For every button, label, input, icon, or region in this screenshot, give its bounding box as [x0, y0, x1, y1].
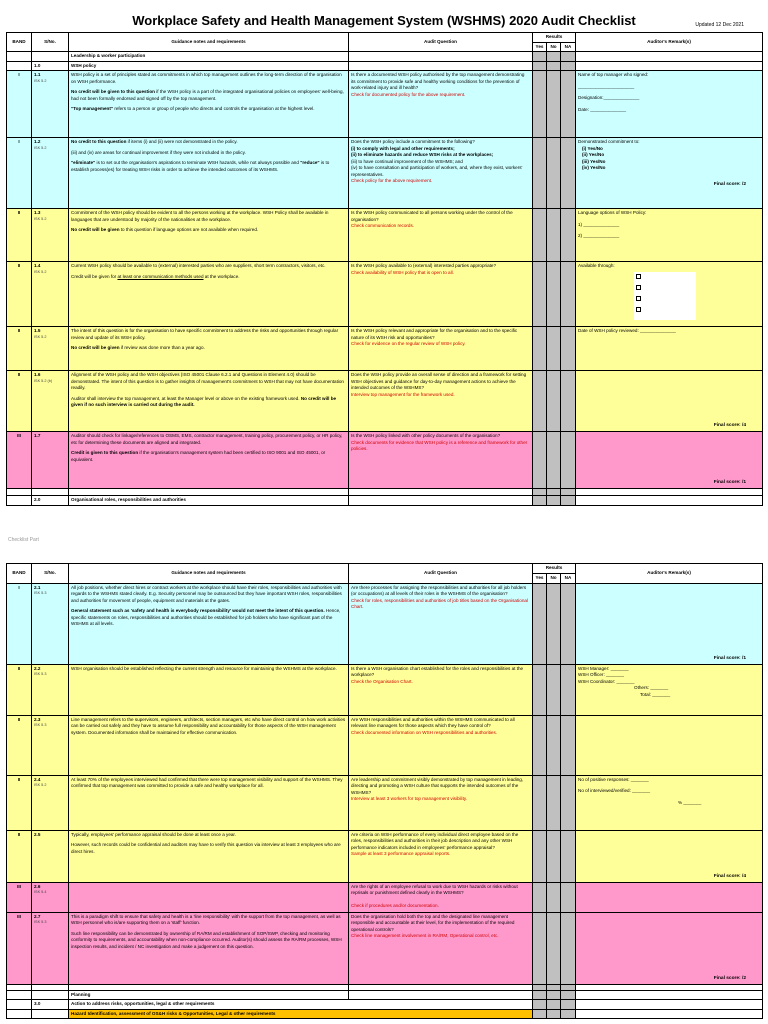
final-score: Final score: /2 — [713, 975, 746, 981]
audit-question-cell: Are WSH responsibilities and authorities within the WSHMS communicated to all relevant line managers for those aspects which they have control of? Check documented information on WSH responsibilities and authorities. — [349, 715, 533, 775]
col-guidance: Guidance notes and requirements — [69, 564, 349, 584]
guidance-cell: All job positions, whether direct hires or contract workers at the workplace should have their roles, responsibilities and authorities with regards to the WSHMS stated clearly. E.g. Security personnel may be outsourced but they have important WSH roles, responsibilities and authorities for movement of people, equipment and materials at the gates. General statement such as 'safety and health is everybody responsibility' would not meet the intent of this question. Hence, specific statements on roles, responsibilities and authorities should be established for job holders who have significant part of the WSHMS at all levels. — [69, 583, 349, 664]
band-cell: II — [7, 775, 32, 830]
audit-question-cell: Are the rights of an employee refusal to work due to WSH hazards or risks without reprisals or punishment defined clearly in the WSHMS? Check if procedures and/or documentation. — [349, 882, 533, 912]
audit-question-cell: Does the WSH policy include a commitment to the following? (i) to comply with legal and other requirements; (ii) to eliminate hazards and reduce WSH risks at the workplaces; (iii) to have continual improvement of the WSHMS; and (iv) to have consultation and participation of workers, and, where they exist, workers' representatives. Check policy for the above requirement. — [349, 138, 533, 209]
band-cell: I — [7, 583, 32, 664]
col-remarks: Auditor's Remark(s) — [576, 564, 763, 584]
band-cell: III — [7, 912, 32, 984]
result-na[interactable] — [561, 327, 576, 371]
audit-question-cell: Are there processes for assigning the responsibilities and authorities for all job holders (or occupations) at all levels of their roles in the WSHMS of the organisation? Check for roles, responsibilities and authorities of job titles based on the Organisational Chart. — [349, 583, 533, 664]
table-row — [7, 583, 763, 664]
result-na[interactable] — [561, 664, 576, 715]
result-na[interactable] — [561, 371, 576, 432]
col-guidance: Guidance notes and requirements — [69, 33, 349, 52]
remarks-cell[interactable] — [576, 882, 763, 912]
guidance-cell — [69, 882, 349, 912]
result-yes[interactable] — [533, 583, 547, 664]
table-row — [7, 882, 763, 912]
guidance-cell: Typically, employees' performance appraisal should be done at least once a year. However, such records could be confidential and auditors may have to verify this question via interview at least 3 employees who are direct hires. — [69, 830, 349, 882]
band-cell: III — [7, 882, 32, 912]
table-row — [7, 371, 763, 432]
sno-cell: 1.4 ISK 5.2 — [32, 262, 69, 327]
section-num: 2.0 — [32, 496, 69, 506]
col-remarks: Auditor's Remark(s) — [576, 33, 763, 52]
remarks-cell[interactable] — [576, 432, 763, 489]
section-title: Planning — [69, 990, 349, 1000]
result-yes[interactable] — [533, 775, 547, 830]
guidance-cell: Commitment of the WSH policy should be evident to all the persons working at the workplace. WSH Policy shall be available in languages that are understood by majority of the nationalities at the workplace. No credit will be given to this question if language options are not available when required. — [69, 209, 349, 262]
remarks-cell[interactable]: Demonstrated commitment to: (i) Yes/No (ii) Yes/No (iii) Yes/No (iv) Yes/No Final score: /2 — [576, 138, 763, 209]
guidance-cell: Current WSH policy should be available to (external) interested parties who are suppliers, short term contractors, visitors, etc. Credit will be given for at least one communication methods used at the workplace. — [69, 262, 349, 327]
band-cell: II — [7, 715, 32, 775]
final-score: Final score: /1 — [713, 655, 746, 661]
col-band: BAND — [7, 564, 32, 584]
audit-question-cell: Is the WSH policy communicated to all persons working under the control of the organisation? Check communication records. — [349, 209, 533, 262]
table-row — [7, 262, 763, 327]
result-yes[interactable] — [533, 912, 547, 984]
band-cell: I — [7, 138, 32, 209]
updated-date: Updated 12 Dec 2021 — [695, 22, 744, 28]
sno-cell: 2.6 ISK 5.4 — [32, 882, 69, 912]
section-num: 1.0 — [32, 61, 69, 71]
guidance-cell: This is a paradigm shift to ensure that safety and health is a 'line responsibility' with the support from the top management, as well as WSH personnel who is/are supporting them on a 'staff' function. Such line responsibility can be demonstrated by ownership of RA/RM and establishment of SOP/SWP, checking and monitoring conformity to requirements, and accountability when non-compliance occurred. Auditor(s) should assess the RA/RM processes, WSH inspection results, and incident / NC investigation and make a judgement on this question. — [69, 912, 349, 984]
result-no[interactable] — [547, 71, 561, 138]
table-row — [7, 71, 763, 138]
sno-cell: 1.5 ISK 5.2 — [32, 327, 69, 371]
sno-cell: 1.2 ISK 5.2 — [32, 138, 69, 209]
remarks-cell[interactable] — [576, 912, 763, 984]
audit-question-cell: Is the WSH policy relevant and appropriate for the organisation and to the specific nature of its WSH risk and opportunities? Check for evidence on the regular review of WSH policy. — [349, 327, 533, 371]
col-results: Results — [533, 33, 576, 43]
sno-cell: 1.7 — [32, 432, 69, 489]
sno-cell: 2.2 ISK 5.3 — [32, 664, 69, 715]
audit-question-cell: Is there a documented WSH policy authorised by the top management demonstrating its commitment to provide safe and healthy working conditions for the prevention of work-related injury and ill health? Check for documented policy for the above requirement. — [349, 71, 533, 138]
remarks-cell[interactable]: Date of WSH policy reviewed: ______________ — [576, 327, 763, 371]
guidance-cell: The intent of this question is for the organisation to have specific commitment to address the risks and opportunities through regular review and update of its WSH policy. No credit will be given if review was done more than a year ago. — [69, 327, 349, 371]
band-cell: II — [7, 830, 32, 882]
sno-cell: 1.6 ISK 5.2 (b) — [32, 371, 69, 432]
remarks-cell[interactable]: Name of top manager who signed: ______________________ Designation:______________ Date: ______________ — [576, 71, 763, 138]
table-row — [7, 138, 763, 209]
result-no[interactable] — [547, 775, 561, 830]
checkbox[interactable] — [636, 296, 641, 301]
guidance-cell: Alignment of the WSH policy and the WSH objectives (ISO 45001 Clause 6.2.1 and Questions in Element 4.0) should be demonstrated. The intent of this question is to gather insights of management's commitment to WSH that may not have documentation readily. Auditor shall interview the top management, at least the Manager level or above on the existing framework used. No credit will be given if no such interview is carried out during the audit. — [69, 371, 349, 432]
guidance-cell: No credit to this question if items (i) and (ii) were not demonstrated in the policy. (iii) and (iv) are areas for continual improvement if they were not included in the policy. "eliminate" is to set out the organisation's aspirations to terminate WSH hazards, while not always possible and "reduce" is to establish process(es) for treating WSH risks in order to achieve the intended outcomes of its WSHMS. — [69, 138, 349, 209]
result-yes[interactable] — [533, 664, 547, 715]
result-no[interactable] — [547, 432, 561, 489]
sno-cell: 1.3 ISK 5.2 — [32, 209, 69, 262]
result-yes[interactable] — [533, 138, 547, 209]
audit-question-cell: Is the WSH policy available to (external) interested parties appropriate? Check availability of WSH policy that is open to all. — [349, 262, 533, 327]
audit-table-page-2 — [6, 563, 763, 1019]
result-na[interactable] — [561, 138, 576, 209]
col-band: BAND — [7, 33, 32, 52]
result-yes[interactable] — [533, 371, 547, 432]
guidance-cell: WSH policy is a set of principles stated as commitments in which top management outlines the long-term direction of the organisation on WSH performance. No credit will be given to this question if the WSH policy is a part of the integrated organisational policies on employees' well-being, had not been formally endorsed and signed off by the top management. "Top management" refers to a person or group of people who directs and controls the organisation at the highest level. — [69, 71, 349, 138]
col-results: Results — [533, 564, 576, 574]
result-na[interactable] — [561, 432, 576, 489]
col-na: NA — [561, 42, 576, 52]
checkbox[interactable] — [636, 285, 641, 290]
result-yes[interactable] — [533, 882, 547, 912]
band-cell: II — [7, 664, 32, 715]
table-row — [7, 664, 763, 715]
col-audit: Audit Question — [349, 564, 533, 584]
sno-cell: 2.4 ISK 5.2 — [32, 775, 69, 830]
band-cell: III — [7, 432, 32, 489]
section-num — [32, 52, 69, 62]
col-no: No — [547, 42, 561, 52]
band-cell: I — [7, 71, 32, 138]
sno-cell: 2.5 — [32, 830, 69, 882]
section-num: 3.0 — [32, 1000, 69, 1010]
table-row — [7, 327, 763, 371]
band-cell: II — [7, 262, 32, 327]
col-sno: S/No. — [32, 33, 69, 52]
final-score: Final score: /1 — [713, 480, 746, 486]
availability-checklist — [634, 272, 696, 320]
table-row — [7, 715, 763, 775]
result-yes[interactable] — [533, 327, 547, 371]
audit-question-cell: Does the organisation hold both the top and the designated line management responsible and accountable at their level, for the implementation of the required operational controls? Check line management involvement in RA/RM, Operational control, etc. — [349, 912, 533, 984]
result-no[interactable] — [547, 882, 561, 912]
table-row — [7, 912, 763, 984]
guidance-cell: At least 70% of the employees interviewed had confirmed that there were top management visibility and support of the WSHMS. They confirmed that top management was committed to provide a safe and healthy workplace for all. — [69, 775, 349, 830]
result-yes[interactable] — [533, 830, 547, 882]
result-na[interactable] — [561, 912, 576, 984]
section-title: Organisational roles, responsibilities and authorities — [69, 496, 349, 506]
result-no[interactable] — [547, 209, 561, 262]
section-title: Leadership & worker participation — [69, 52, 349, 62]
sno-cell: 2.3 ISK 5.3 — [32, 715, 69, 775]
result-no[interactable] — [547, 912, 561, 984]
page-title: Workplace Safety and Health Management System (WSHMS) 2020 Audit Checklist — [132, 13, 636, 28]
checkbox[interactable] — [636, 307, 641, 312]
result-na[interactable] — [561, 775, 576, 830]
result-na[interactable] — [561, 715, 576, 775]
guidance-cell: WSH organisation should be established reflecting the current strength and resource for maintaining the WSHMS at the workplace. — [69, 664, 349, 715]
result-yes[interactable] — [533, 432, 547, 489]
result-yes[interactable] — [533, 209, 547, 262]
band-cell: II — [7, 327, 32, 371]
final-score: Final score: /4 — [713, 423, 746, 429]
col-audit: Audit Question — [349, 33, 533, 52]
remarks-cell[interactable]: Language options of WSH Policy: 1) ______________ 2) ______________ — [576, 209, 763, 262]
band-cell: II — [7, 209, 32, 262]
col-sno: S/No. — [32, 564, 69, 584]
result-yes[interactable] — [533, 71, 547, 138]
result-no[interactable] — [547, 138, 561, 209]
remarks-cell[interactable]: No of positive responses: _______ No of interviewed/verified: _______ % _______ — [576, 775, 763, 830]
audit-question-cell: Are leadership and commitment visibly demonstrated by top management in leading, directing and promoting a WSH culture that supports the intended outcomes of the WSHMS? Interview at least 3 workers for top management visibility. — [349, 775, 533, 830]
checkbox[interactable] — [636, 274, 641, 279]
result-na[interactable] — [561, 830, 576, 882]
result-na[interactable] — [561, 71, 576, 138]
table-row — [7, 209, 763, 262]
section-title: Action to address risks, opportunities, legal & other requirements — [69, 1000, 533, 1010]
remarks-cell[interactable] — [576, 715, 763, 775]
subsection-title: Hazard Identification, assessment of OS&H risks & Opportunities, Legal & other requirements — [69, 1009, 533, 1019]
col-na: NA — [561, 574, 576, 584]
result-no[interactable] — [547, 664, 561, 715]
result-na[interactable] — [561, 583, 576, 664]
sno-cell: 2.7 ISK 5.3 — [32, 912, 69, 984]
result-no[interactable] — [547, 715, 561, 775]
result-na[interactable] — [561, 882, 576, 912]
result-no[interactable] — [547, 262, 561, 327]
page-footer-mark: Checklist Part — [8, 537, 39, 543]
col-yes: Yes — [533, 574, 547, 584]
result-no[interactable] — [547, 830, 561, 882]
audit-question-cell: Are criteria on WSH performance of every individual direct employee based on the roles, responsibilities and authorities in their job description and any other WSH performance indicators included in employees' performance appraisal? Sample at least 3 performance appraisal reports. — [349, 830, 533, 882]
remarks-cell[interactable] — [576, 830, 763, 882]
audit-question-cell: Is there a WSH organisation chart established for the roles and responsibilities at the workplace? Check the Organisation Chart. — [349, 664, 533, 715]
col-yes: Yes — [533, 42, 547, 52]
remarks-cell[interactable]: WSH Manager: _______ WSH Officer: _______ WSH Coordinator: _______ Others: _______ Total: _______ — [576, 664, 763, 715]
audit-question-cell: Is the WSH policy linked with other policy documents of the organisation? Check documents for evidence that WSH policy is a reference and framework for other policies. — [349, 432, 533, 489]
final-score: Final score: /4 — [713, 873, 746, 879]
result-no[interactable] — [547, 371, 561, 432]
audit-question-cell: Does the WSH policy provide an overall sense of direction and a framework for setting WSH objectives and guidance for day-to-day management actions to achieve the intended outcomes of the WSHMS? Interview top management for the framework used. — [349, 371, 533, 432]
band-cell: II — [7, 371, 32, 432]
remarks-cell[interactable]: Available through: — [576, 262, 763, 327]
result-yes[interactable] — [533, 262, 547, 327]
guidance-cell: Line management refers to the supervisors, engineers, architects, section managers, etc who have direct control on how work activities can be carried out safely and they have to assume full responsibility and accountability for those aspects of the WSH management system. Documented information shall be maintained for effective communication. — [69, 715, 349, 775]
result-na[interactable] — [561, 262, 576, 327]
result-no[interactable] — [547, 583, 561, 664]
result-no[interactable] — [547, 327, 561, 371]
remarks-cell[interactable] — [576, 583, 763, 664]
table-row — [7, 775, 763, 830]
result-na[interactable] — [561, 209, 576, 262]
sno-cell: 1.1 ISK 5.2 — [32, 71, 69, 138]
audit-table-page-1 — [6, 32, 763, 506]
table-row — [7, 432, 763, 489]
col-no: No — [547, 574, 561, 584]
section-title: WSH policy — [69, 61, 349, 71]
sno-cell: 2.1 ISK 5.3 — [32, 583, 69, 664]
guidance-cell: Auditor should check for linkage/references to OSMS, EMS, contractor management, training policy, procurement policy, or HR policy, etc for determining these documents are aligned and integrated. Credit is given to this question if the organisation's management system had been certified to ISO 9001 and ISO 45001, or equivalent. — [69, 432, 349, 489]
result-yes[interactable] — [533, 715, 547, 775]
remarks-cell[interactable] — [576, 371, 763, 432]
final-score: Final score: /2 — [713, 181, 746, 187]
table-row — [7, 830, 763, 882]
